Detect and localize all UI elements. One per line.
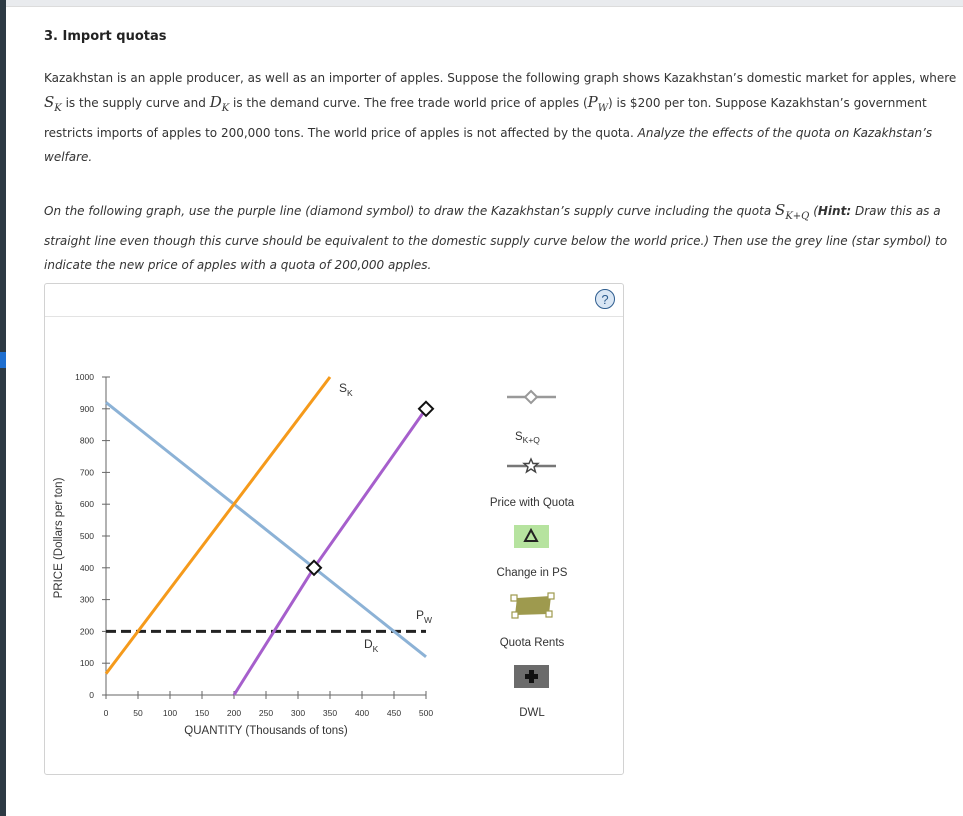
sk-symbol: $S_K$ [44,93,62,114]
legend-price-quota-tool[interactable] [507,459,556,472]
y-tick-label: 500 [79,531,94,541]
x-tick-label: 200 [226,708,242,718]
top-rule [6,0,963,7]
x-tick-label: 350 [322,708,338,718]
graph-panel [44,283,624,775]
legend-dwl-tool[interactable] [514,665,549,688]
x-tick-label: 450 [386,708,402,718]
x-tick-label: 150 [194,708,210,718]
intro-line-2: $S_K$ is the supply curve and $D_K$ is the demand curve. The free trade world price of apples $(P_W)$ is $200 per ton. Suppose Kazakhstan’s government [44,93,927,114]
y-tick-label: 700 [79,467,94,478]
x-tick-label: 300 [290,708,306,718]
y-tick-label: 400 [79,562,94,573]
intro-line-4: welfare. [44,150,93,164]
legend-diamond-icon [525,391,537,403]
dk-symbol: $D_K$ [209,93,230,114]
dk-label: $D_K$ [364,637,379,654]
help-icon[interactable]: ? [595,289,615,309]
y-tick-label: 300 [79,594,94,605]
y-tick-label: 0 [89,690,94,700]
legend-skq-label: $S_{K+Q}$ [515,431,540,445]
pw-label: $P_W$ [416,608,433,625]
legend-skq-tool[interactable] [507,391,556,403]
pw-symbol: $P_W$ [587,93,609,114]
y-tick-label: 600 [79,499,94,510]
x-tick-label: 400 [354,708,370,718]
x-tick-label: 100 [162,708,178,718]
supply-curve[interactable] [106,377,330,674]
intro-line-1: Kazakhstan is an apple producer, as well as an importer of apples. Suppose the following graph shows Kazakhstan’s domestic market for apples, where [44,71,957,85]
y-tick-label: 900 [79,403,94,414]
x-axis-title: QUANTITY (Thousands of tons) [184,725,348,737]
x-tick-label: 250 [258,708,274,718]
legend-quota-rents-tool[interactable] [511,593,554,618]
sk-label: $S_K$ [339,381,353,398]
supply-quota-curve[interactable] [234,409,426,695]
legend-star-icon [524,459,538,472]
y-tick-label: 1000 [75,372,94,382]
y-tick-label: 800 [79,435,94,446]
legend-quota-rents-label: Quota Rents [499,637,565,649]
instruction-paragraph [44,198,947,277]
x-tick-label: 500 [418,708,434,718]
legend-change-ps-label: Change in PS [496,567,568,579]
x-tick-label: 0 [103,708,109,718]
y-tick-label: 100 [79,658,94,669]
legend-price-quota-label: Price with Quota [489,497,575,509]
graph-canvas[interactable] [45,284,623,774]
y-tick-label: 200 [79,626,94,637]
y-axis-title: PRICE (Dollars per ton) [53,477,65,599]
x-tick-label: 50 [133,708,143,718]
instruction-line-2: straight line even though this curve should be equivalent to the domestic supply curve below the world price.) Then use the grey line (star symbol) to [44,234,948,248]
hint-label: Hint: [817,204,852,218]
instruction-line-1: On the following graph, use the purple line (diamond symbol) to draw the Kazakhstan’s supply curve including the quota $S_{K+Q}$ (Hint: Draw this as a [44,201,941,222]
legend-change-ps-tool[interactable] [514,525,549,548]
demand-curve[interactable] [106,402,426,656]
skq-symbol: $S_{K+Q}$ [775,201,810,222]
legend-dwl-label: DWL [519,707,545,719]
window-left-edge [0,0,6,816]
intro-paragraph [44,66,956,169]
intro-line-3: restricts imports of apples to 200,000 tons. The world price of apples is not affected by the quota. Analyze the effects of the quota on Kazakhstan’s [44,126,933,140]
edge-marker [0,352,6,368]
instruction-line-3: indicate the new price of apples with a quota of 200,000 apples. [44,258,432,272]
question-title: 3. Import quotas [44,29,167,44]
